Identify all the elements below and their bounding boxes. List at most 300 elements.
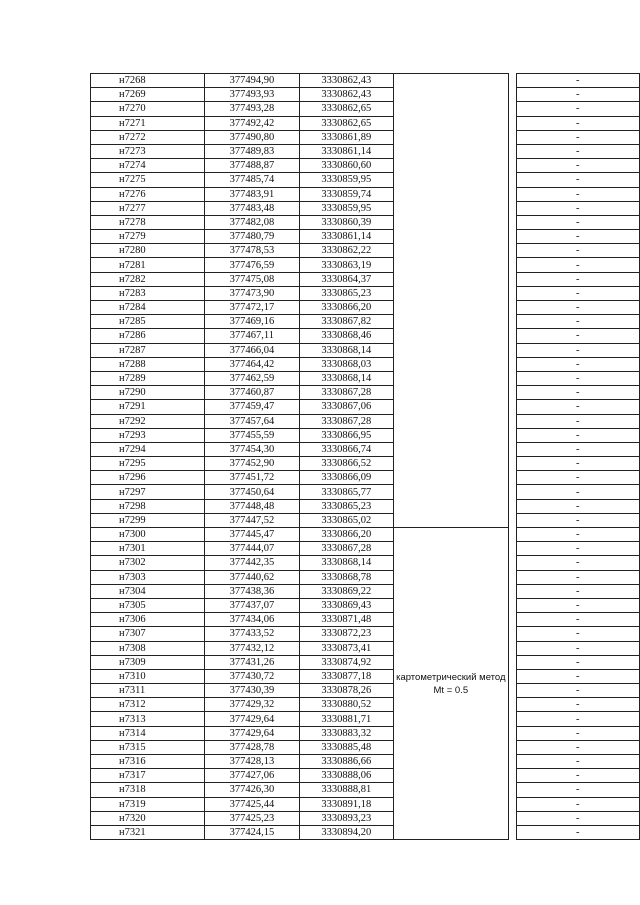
column-gap [508,442,516,456]
x-coordinate-cell: 377482,08 [205,215,299,229]
column-gap [508,726,516,740]
x-coordinate-cell: 377472,17 [205,301,299,315]
x-coordinate-cell: 377429,32 [205,698,299,712]
y-coordinate-cell: 3330871,48 [299,613,393,627]
table-row [91,116,640,130]
dash-cell: - [516,528,639,542]
column-gap [508,584,516,598]
x-coordinate-cell: 377430,39 [205,684,299,698]
dash-cell: - [516,102,639,116]
table-row [91,457,640,471]
dash-cell: - [516,343,639,357]
column-gap [508,144,516,158]
y-coordinate-cell: 3330860,39 [299,215,393,229]
column-gap [508,457,516,471]
dash-cell: - [516,272,639,286]
column-gap [508,641,516,655]
x-coordinate-cell: 377490,80 [205,130,299,144]
y-coordinate-cell: 3330873,41 [299,641,393,655]
x-coordinate-cell: 377442,35 [205,556,299,570]
column-gap [508,485,516,499]
y-coordinate-cell: 3330866,95 [299,428,393,442]
y-coordinate-cell: 3330888,06 [299,769,393,783]
x-coordinate-cell: 377455,59 [205,428,299,442]
dash-cell: - [516,669,639,683]
table-row [91,542,640,556]
y-coordinate-cell: 3330867,82 [299,315,393,329]
point-id-cell: н7300 [91,528,205,542]
dash-cell: - [516,301,639,315]
y-coordinate-cell: 3330868,14 [299,556,393,570]
y-coordinate-cell: 3330893,23 [299,811,393,825]
x-coordinate-cell: 377457,64 [205,414,299,428]
x-coordinate-cell: 377429,64 [205,726,299,740]
table-row [91,698,640,712]
dash-cell: - [516,740,639,754]
point-id-cell: н7304 [91,584,205,598]
y-coordinate-cell: 3330866,74 [299,442,393,456]
column-gap [508,712,516,726]
table-row [91,187,640,201]
dash-cell: - [516,428,639,442]
y-coordinate-cell: 3330862,43 [299,74,393,88]
column-gap [508,315,516,329]
y-coordinate-cell: 3330862,22 [299,244,393,258]
y-coordinate-cell: 3330862,65 [299,116,393,130]
column-gap [508,371,516,385]
dash-cell: - [516,499,639,513]
column-gap [508,244,516,258]
point-id-cell: н7276 [91,187,205,201]
dash-cell: - [516,556,639,570]
y-coordinate-cell: 3330881,71 [299,712,393,726]
y-coordinate-cell: 3330891,18 [299,797,393,811]
dash-cell: - [516,144,639,158]
table-row [91,499,640,513]
x-coordinate-cell: 377483,91 [205,187,299,201]
y-coordinate-cell: 3330859,95 [299,201,393,215]
table-row [91,343,640,357]
column-gap [508,201,516,215]
x-coordinate-cell: 377454,30 [205,442,299,456]
column-gap [508,329,516,343]
y-coordinate-cell: 3330866,09 [299,471,393,485]
point-id-cell: н7281 [91,258,205,272]
coordinates-table-body [91,74,640,840]
table-row [91,570,640,584]
dash-cell: - [516,414,639,428]
dash-cell: - [516,655,639,669]
y-coordinate-cell: 3330872,23 [299,627,393,641]
column-gap [508,272,516,286]
x-coordinate-cell: 377430,72 [205,669,299,683]
point-id-cell: н7311 [91,684,205,698]
y-coordinate-cell: 3330878,26 [299,684,393,698]
x-coordinate-cell: 377427,06 [205,769,299,783]
point-id-cell: н7319 [91,797,205,811]
point-id-cell: н7280 [91,244,205,258]
y-coordinate-cell: 3330869,22 [299,584,393,598]
column-gap [508,811,516,825]
dash-cell: - [516,783,639,797]
table-row [91,357,640,371]
dash-cell: - [516,712,639,726]
x-coordinate-cell: 377467,11 [205,329,299,343]
dash-cell: - [516,187,639,201]
dash-cell: - [516,542,639,556]
y-coordinate-cell: 3330880,52 [299,698,393,712]
x-coordinate-cell: 377429,64 [205,712,299,726]
y-coordinate-cell: 3330862,43 [299,88,393,102]
column-gap [508,215,516,229]
column-gap [508,755,516,769]
point-id-cell: н7289 [91,371,205,385]
y-coordinate-cell: 3330877,18 [299,669,393,683]
x-coordinate-cell: 377432,12 [205,641,299,655]
point-id-cell: н7270 [91,102,205,116]
table-row [91,513,640,527]
point-id-cell: н7295 [91,457,205,471]
y-coordinate-cell: 3330868,46 [299,329,393,343]
table-row [91,584,640,598]
table-row [91,329,640,343]
table-row [91,258,640,272]
y-coordinate-cell: 3330866,20 [299,301,393,315]
x-coordinate-cell: 377447,52 [205,513,299,527]
y-coordinate-cell: 3330867,06 [299,400,393,414]
column-gap [508,357,516,371]
point-id-cell: н7290 [91,386,205,400]
point-id-cell: н7283 [91,286,205,300]
x-coordinate-cell: 377438,36 [205,584,299,598]
y-coordinate-cell: 3330859,74 [299,187,393,201]
table-row [91,783,640,797]
point-id-cell: н7284 [91,301,205,315]
table-row [91,201,640,215]
point-id-cell: н7269 [91,88,205,102]
column-gap [508,740,516,754]
point-id-cell: н7291 [91,400,205,414]
y-coordinate-cell: 3330868,14 [299,343,393,357]
dash-cell: - [516,173,639,187]
column-gap [508,556,516,570]
table-row [91,669,640,683]
table-row [91,173,640,187]
dash-cell: - [516,797,639,811]
dash-cell: - [516,570,639,584]
column-gap [508,528,516,542]
x-coordinate-cell: 377431,26 [205,655,299,669]
x-coordinate-cell: 377478,53 [205,244,299,258]
x-coordinate-cell: 377425,44 [205,797,299,811]
table-row [91,301,640,315]
dash-cell: - [516,471,639,485]
x-coordinate-cell: 377460,87 [205,386,299,400]
point-id-cell: н7306 [91,613,205,627]
table-row [91,825,640,839]
dash-cell: - [516,457,639,471]
table-row [91,556,640,570]
column-gap [508,102,516,116]
point-id-cell: н7286 [91,329,205,343]
point-id-cell: н7294 [91,442,205,456]
dash-cell: - [516,584,639,598]
y-coordinate-cell: 3330865,02 [299,513,393,527]
column-gap [508,698,516,712]
table-row [91,726,640,740]
x-coordinate-cell: 377493,28 [205,102,299,116]
column-gap [508,414,516,428]
column-gap [508,301,516,315]
table-row [91,130,640,144]
point-id-cell: н7292 [91,414,205,428]
column-gap [508,513,516,527]
table-row [91,414,640,428]
point-id-cell: н7278 [91,215,205,229]
point-id-cell: н7293 [91,428,205,442]
dash-cell: - [516,215,639,229]
y-coordinate-cell: 3330866,52 [299,457,393,471]
x-coordinate-cell: 377451,72 [205,471,299,485]
x-coordinate-cell: 377428,13 [205,755,299,769]
column-gap [508,825,516,839]
column-gap [508,669,516,683]
table-row [91,471,640,485]
x-coordinate-cell: 377475,08 [205,272,299,286]
y-coordinate-cell: 3330888,81 [299,783,393,797]
point-id-cell: н7318 [91,783,205,797]
x-coordinate-cell: 377440,62 [205,570,299,584]
column-gap [508,187,516,201]
y-coordinate-cell: 3330866,20 [299,528,393,542]
column-gap [508,797,516,811]
x-coordinate-cell: 377462,59 [205,371,299,385]
column-gap [508,613,516,627]
table-row [91,598,640,612]
table-row [91,442,640,456]
point-id-cell: н7296 [91,471,205,485]
table-row [91,102,640,116]
point-id-cell: н7272 [91,130,205,144]
point-id-cell: н7316 [91,755,205,769]
point-id-cell: н7282 [91,272,205,286]
coordinates-table [90,73,640,840]
dash-cell: - [516,116,639,130]
table-row [91,755,640,769]
method-cell-blank [394,74,509,528]
column-gap [508,116,516,130]
point-id-cell: н7314 [91,726,205,740]
x-coordinate-cell: 377445,47 [205,528,299,542]
dash-cell: - [516,613,639,627]
table-row [91,428,640,442]
x-coordinate-cell: 377483,48 [205,201,299,215]
table-row [91,88,640,102]
method-cell [394,528,509,840]
dash-cell: - [516,159,639,173]
column-gap [508,258,516,272]
method-note: картометрический метод Mt = 0.5 [396,671,506,696]
y-coordinate-cell: 3330868,78 [299,570,393,584]
point-id-cell: н7275 [91,173,205,187]
table-row [91,613,640,627]
table-row [91,528,640,542]
point-id-cell: н7303 [91,570,205,584]
dash-cell: - [516,811,639,825]
x-coordinate-cell: 377464,42 [205,357,299,371]
y-coordinate-cell: 3330886,66 [299,755,393,769]
dash-cell: - [516,825,639,839]
dash-cell: - [516,627,639,641]
point-id-cell: н7320 [91,811,205,825]
dash-cell: - [516,726,639,740]
column-gap [508,542,516,556]
column-gap [508,386,516,400]
x-coordinate-cell: 377492,42 [205,116,299,130]
dash-cell: - [516,442,639,456]
dash-cell: - [516,130,639,144]
x-coordinate-cell: 377494,90 [205,74,299,88]
dash-cell: - [516,386,639,400]
point-id-cell: н7299 [91,513,205,527]
x-coordinate-cell: 377444,07 [205,542,299,556]
table-row [91,315,640,329]
dash-cell: - [516,513,639,527]
dash-cell: - [516,371,639,385]
column-gap [508,74,516,88]
table-row [91,712,640,726]
x-coordinate-cell: 377473,90 [205,286,299,300]
point-id-cell: н7317 [91,769,205,783]
column-gap [508,400,516,414]
table-row [91,272,640,286]
y-coordinate-cell: 3330861,14 [299,230,393,244]
x-coordinate-cell: 377469,16 [205,315,299,329]
column-gap [508,783,516,797]
column-gap [508,499,516,513]
dash-cell: - [516,400,639,414]
point-id-cell: н7274 [91,159,205,173]
x-coordinate-cell: 377459,47 [205,400,299,414]
x-coordinate-cell: 377433,52 [205,627,299,641]
table-row [91,215,640,229]
x-coordinate-cell: 377425,23 [205,811,299,825]
x-coordinate-cell: 377434,06 [205,613,299,627]
dash-cell: - [516,88,639,102]
y-coordinate-cell: 3330865,23 [299,499,393,513]
point-id-cell: н7308 [91,641,205,655]
table-row [91,769,640,783]
dash-cell: - [516,286,639,300]
column-gap [508,343,516,357]
dash-cell: - [516,74,639,88]
y-coordinate-cell: 3330874,92 [299,655,393,669]
point-id-cell: н7313 [91,712,205,726]
x-coordinate-cell: 377480,79 [205,230,299,244]
dash-cell: - [516,201,639,215]
x-coordinate-cell: 377448,48 [205,499,299,513]
dash-cell: - [516,329,639,343]
column-gap [508,769,516,783]
x-coordinate-cell: 377493,93 [205,88,299,102]
point-id-cell: н7315 [91,740,205,754]
point-id-cell: н7310 [91,669,205,683]
y-coordinate-cell: 3330883,32 [299,726,393,740]
column-gap [508,598,516,612]
dash-cell: - [516,258,639,272]
table-row [91,811,640,825]
point-id-cell: н7273 [91,144,205,158]
y-coordinate-cell: 3330868,03 [299,357,393,371]
x-coordinate-cell: 377450,64 [205,485,299,499]
dash-cell: - [516,315,639,329]
column-gap [508,684,516,698]
column-gap [508,428,516,442]
point-id-cell: н7301 [91,542,205,556]
point-id-cell: н7297 [91,485,205,499]
point-id-cell: н7268 [91,74,205,88]
point-id-cell: н7288 [91,357,205,371]
dash-cell: - [516,684,639,698]
x-coordinate-cell: 377489,83 [205,144,299,158]
table-row [91,74,640,88]
point-id-cell: н7312 [91,698,205,712]
y-coordinate-cell: 3330861,89 [299,130,393,144]
point-id-cell: н7285 [91,315,205,329]
column-gap [508,627,516,641]
dash-cell: - [516,244,639,258]
column-gap [508,570,516,584]
point-id-cell: н7298 [91,499,205,513]
point-id-cell: н7302 [91,556,205,570]
y-coordinate-cell: 3330894,20 [299,825,393,839]
table-row [91,485,640,499]
table-row [91,641,640,655]
table-row [91,797,640,811]
x-coordinate-cell: 377426,30 [205,783,299,797]
column-gap [508,173,516,187]
y-coordinate-cell: 3330864,37 [299,272,393,286]
y-coordinate-cell: 3330867,28 [299,414,393,428]
table-row [91,159,640,173]
y-coordinate-cell: 3330865,23 [299,286,393,300]
column-gap [508,230,516,244]
x-coordinate-cell: 377466,04 [205,343,299,357]
point-id-cell: н7321 [91,825,205,839]
x-coordinate-cell: 377424,15 [205,825,299,839]
x-coordinate-cell: 377485,74 [205,173,299,187]
x-coordinate-cell: 377452,90 [205,457,299,471]
y-coordinate-cell: 3330859,95 [299,173,393,187]
point-id-cell: н7307 [91,627,205,641]
table-row [91,386,640,400]
point-id-cell: н7309 [91,655,205,669]
x-coordinate-cell: 377428,78 [205,740,299,754]
x-coordinate-cell: 377488,87 [205,159,299,173]
table-row [91,740,640,754]
y-coordinate-cell: 3330863,19 [299,258,393,272]
point-id-cell: н7287 [91,343,205,357]
point-id-cell: н7271 [91,116,205,130]
x-coordinate-cell: 377476,59 [205,258,299,272]
y-coordinate-cell: 3330868,14 [299,371,393,385]
dash-cell: - [516,769,639,783]
table-row [91,627,640,641]
table-row [91,371,640,385]
table-row [91,230,640,244]
column-gap [508,130,516,144]
table-row [91,684,640,698]
